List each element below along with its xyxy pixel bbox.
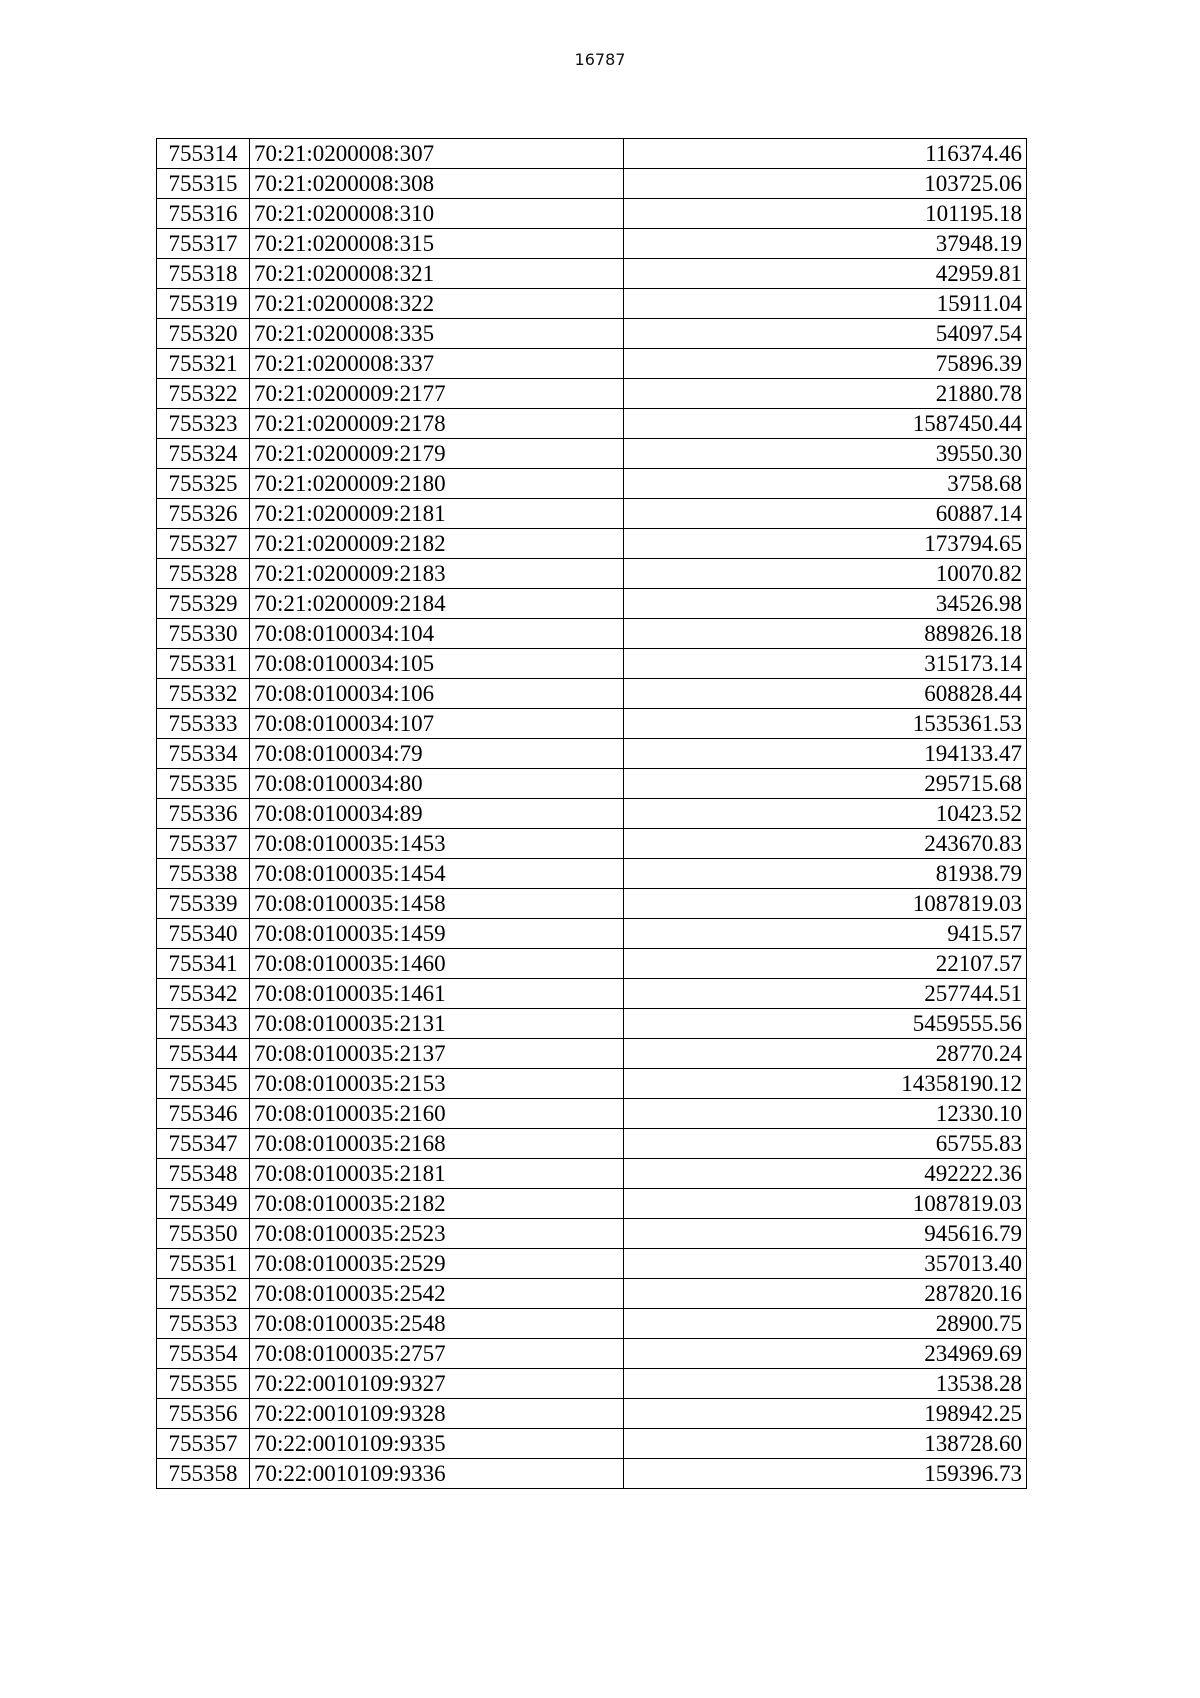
- table-row: [157, 289, 1027, 319]
- cadastral-number-cell: 70:08:0100035:2548: [250, 1309, 624, 1339]
- table-row: [157, 139, 1027, 169]
- cadastral-number-cell: 70:08:0100035:2168: [250, 1129, 624, 1159]
- row-number-cell: 755349: [157, 1189, 250, 1219]
- table-row: [157, 1009, 1027, 1039]
- cadastral-number-cell: 70:08:0100035:2131: [250, 1009, 624, 1039]
- cadastral-number-cell: 70:21:0200009:2184: [250, 589, 624, 619]
- table-row: [157, 1339, 1027, 1369]
- row-number-cell: 755331: [157, 649, 250, 679]
- value-cell: 101195.18: [624, 199, 1027, 229]
- value-cell: 492222.36: [624, 1159, 1027, 1189]
- value-cell: 1587450.44: [624, 409, 1027, 439]
- cadastral-number-cell: 70:08:0100035:2542: [250, 1279, 624, 1309]
- cadastral-number-cell: 70:08:0100035:2757: [250, 1339, 624, 1369]
- value-cell: 81938.79: [624, 859, 1027, 889]
- cadastral-number-cell: 70:08:0100035:1453: [250, 829, 624, 859]
- row-number-cell: 755322: [157, 379, 250, 409]
- cadastral-number-cell: 70:21:0200008:322: [250, 289, 624, 319]
- value-cell: 34526.98: [624, 589, 1027, 619]
- table-row: [157, 379, 1027, 409]
- row-number-cell: 755338: [157, 859, 250, 889]
- table-row: [157, 1309, 1027, 1339]
- table-row: [157, 1219, 1027, 1249]
- row-number-cell: 755323: [157, 409, 250, 439]
- cadastral-number-cell: 70:21:0200008:337: [250, 349, 624, 379]
- cadastral-number-cell: 70:22:0010109:9327: [250, 1369, 624, 1399]
- row-number-cell: 755337: [157, 829, 250, 859]
- value-cell: 138728.60: [624, 1429, 1027, 1459]
- row-number-cell: 755341: [157, 949, 250, 979]
- table-row: [157, 589, 1027, 619]
- row-number-cell: 755353: [157, 1309, 250, 1339]
- row-number-cell: 755352: [157, 1279, 250, 1309]
- value-cell: 357013.40: [624, 1249, 1027, 1279]
- row-number-cell: 755342: [157, 979, 250, 1009]
- page-number: 16787: [574, 50, 626, 69]
- value-cell: 15911.04: [624, 289, 1027, 319]
- table-row: [157, 469, 1027, 499]
- row-number-cell: 755351: [157, 1249, 250, 1279]
- value-cell: 5459555.56: [624, 1009, 1027, 1039]
- table-row: [157, 1159, 1027, 1189]
- row-number-cell: 755358: [157, 1459, 250, 1489]
- cadastral-number-cell: 70:21:0200009:2181: [250, 499, 624, 529]
- value-cell: 12330.10: [624, 1099, 1027, 1129]
- row-number-cell: 755343: [157, 1009, 250, 1039]
- row-number-cell: 755328: [157, 559, 250, 589]
- row-number-cell: 755347: [157, 1129, 250, 1159]
- value-cell: 234969.69: [624, 1339, 1027, 1369]
- cadastral-number-cell: 70:08:0100035:1461: [250, 979, 624, 1009]
- row-number-cell: 755336: [157, 799, 250, 829]
- cadastral-number-cell: 70:21:0200009:2183: [250, 559, 624, 589]
- table-row: [157, 559, 1027, 589]
- cadastral-number-cell: 70:21:0200009:2178: [250, 409, 624, 439]
- row-number-cell: 755334: [157, 739, 250, 769]
- cadastral-number-cell: 70:08:0100035:2137: [250, 1039, 624, 1069]
- table-row: [157, 799, 1027, 829]
- cadastral-number-cell: 70:21:0200009:2182: [250, 529, 624, 559]
- value-cell: 1535361.53: [624, 709, 1027, 739]
- value-cell: 37948.19: [624, 229, 1027, 259]
- table-row: [157, 259, 1027, 289]
- row-number-cell: 755318: [157, 259, 250, 289]
- table-row: [157, 739, 1027, 769]
- cadastral-number-cell: 70:21:0200008:315: [250, 229, 624, 259]
- row-number-cell: 755316: [157, 199, 250, 229]
- row-number-cell: 755314: [157, 139, 250, 169]
- cadastral-number-cell: 70:22:0010109:9328: [250, 1399, 624, 1429]
- cadastral-number-cell: 70:08:0100035:1460: [250, 949, 624, 979]
- row-number-cell: 755324: [157, 439, 250, 469]
- value-cell: 28770.24: [624, 1039, 1027, 1069]
- value-cell: 22107.57: [624, 949, 1027, 979]
- row-number-cell: 755344: [157, 1039, 250, 1069]
- cadastral-number-cell: 70:08:0100034:104: [250, 619, 624, 649]
- row-number-cell: 755357: [157, 1429, 250, 1459]
- cadastral-number-cell: 70:21:0200009:2177: [250, 379, 624, 409]
- table-row: [157, 1099, 1027, 1129]
- table-body: [157, 139, 1027, 1489]
- table-row: [157, 1459, 1027, 1489]
- cadastral-number-cell: 70:08:0100034:106: [250, 679, 624, 709]
- value-cell: 54097.54: [624, 319, 1027, 349]
- row-number-cell: 755325: [157, 469, 250, 499]
- value-cell: 889826.18: [624, 619, 1027, 649]
- row-number-cell: 755319: [157, 289, 250, 319]
- cadastral-number-cell: 70:08:0100034:80: [250, 769, 624, 799]
- row-number-cell: 755333: [157, 709, 250, 739]
- table-row: [157, 409, 1027, 439]
- row-number-cell: 755315: [157, 169, 250, 199]
- row-number-cell: 755326: [157, 499, 250, 529]
- table-row: [157, 889, 1027, 919]
- cadastral-number-cell: 70:21:0200008:321: [250, 259, 624, 289]
- value-cell: 9415.57: [624, 919, 1027, 949]
- table-row: [157, 1129, 1027, 1159]
- table-row: [157, 1399, 1027, 1429]
- value-cell: 116374.46: [624, 139, 1027, 169]
- row-number-cell: 755317: [157, 229, 250, 259]
- row-number-cell: 755340: [157, 919, 250, 949]
- value-cell: 295715.68: [624, 769, 1027, 799]
- table-row: [157, 1039, 1027, 1069]
- table-row: [157, 1369, 1027, 1399]
- cadastral-number-cell: 70:08:0100035:2160: [250, 1099, 624, 1129]
- row-number-cell: 755329: [157, 589, 250, 619]
- value-cell: 14358190.12: [624, 1069, 1027, 1099]
- table-row: [157, 499, 1027, 529]
- value-cell: 608828.44: [624, 679, 1027, 709]
- table-row: [157, 859, 1027, 889]
- cadastral-number-cell: 70:08:0100034:105: [250, 649, 624, 679]
- table-row: [157, 1069, 1027, 1099]
- table-row: [157, 529, 1027, 559]
- value-cell: 28900.75: [624, 1309, 1027, 1339]
- cadastral-number-cell: 70:21:0200008:307: [250, 139, 624, 169]
- cadastral-number-cell: 70:08:0100035:1458: [250, 889, 624, 919]
- row-number-cell: 755356: [157, 1399, 250, 1429]
- cadastral-number-cell: 70:22:0010109:9335: [250, 1429, 624, 1459]
- value-cell: 75896.39: [624, 349, 1027, 379]
- cadastral-number-cell: 70:08:0100034:107: [250, 709, 624, 739]
- table-row: [157, 349, 1027, 379]
- table-row: [157, 979, 1027, 1009]
- cadastral-number-cell: 70:08:0100035:2181: [250, 1159, 624, 1189]
- value-cell: 287820.16: [624, 1279, 1027, 1309]
- value-cell: 159396.73: [624, 1459, 1027, 1489]
- cadastral-number-cell: 70:21:0200009:2180: [250, 469, 624, 499]
- table-row: [157, 829, 1027, 859]
- value-cell: 1087819.03: [624, 1189, 1027, 1219]
- row-number-cell: 755354: [157, 1339, 250, 1369]
- cadastral-number-cell: 70:08:0100035:1454: [250, 859, 624, 889]
- row-number-cell: 755345: [157, 1069, 250, 1099]
- value-cell: 39550.30: [624, 439, 1027, 469]
- row-number-cell: 755350: [157, 1219, 250, 1249]
- row-number-cell: 755335: [157, 769, 250, 799]
- cadastral-number-cell: 70:08:0100035:2182: [250, 1189, 624, 1219]
- value-cell: 173794.65: [624, 529, 1027, 559]
- table-row: [157, 1249, 1027, 1279]
- row-number-cell: 755332: [157, 679, 250, 709]
- table-row: [157, 169, 1027, 199]
- table-row: [157, 769, 1027, 799]
- value-cell: 42959.81: [624, 259, 1027, 289]
- cadastral-number-cell: 70:21:0200008:308: [250, 169, 624, 199]
- table-row: [157, 229, 1027, 259]
- table-row: [157, 619, 1027, 649]
- value-cell: 1087819.03: [624, 889, 1027, 919]
- row-number-cell: 755330: [157, 619, 250, 649]
- table-row: [157, 439, 1027, 469]
- table-row: [157, 319, 1027, 349]
- value-cell: 103725.06: [624, 169, 1027, 199]
- value-cell: 3758.68: [624, 469, 1027, 499]
- value-cell: 60887.14: [624, 499, 1027, 529]
- cadastral-number-cell: 70:22:0010109:9336: [250, 1459, 624, 1489]
- cadastral-number-cell: 70:08:0100035:1459: [250, 919, 624, 949]
- row-number-cell: 755348: [157, 1159, 250, 1189]
- table-row: [157, 919, 1027, 949]
- table-row: [157, 949, 1027, 979]
- cadastral-number-cell: 70:21:0200008:310: [250, 199, 624, 229]
- value-cell: 243670.83: [624, 829, 1027, 859]
- table-row: [157, 1189, 1027, 1219]
- row-number-cell: 755339: [157, 889, 250, 919]
- value-cell: 194133.47: [624, 739, 1027, 769]
- value-cell: 10070.82: [624, 559, 1027, 589]
- row-number-cell: 755327: [157, 529, 250, 559]
- table-row: [157, 649, 1027, 679]
- cadastral-number-cell: 70:08:0100034:79: [250, 739, 624, 769]
- table-row: [157, 1279, 1027, 1309]
- value-cell: 65755.83: [624, 1129, 1027, 1159]
- cadastral-number-cell: 70:21:0200008:335: [250, 319, 624, 349]
- data-table: [156, 138, 1027, 1489]
- cadastral-number-cell: 70:08:0100034:89: [250, 799, 624, 829]
- value-cell: 257744.51: [624, 979, 1027, 1009]
- value-cell: 315173.14: [624, 649, 1027, 679]
- table-row: [157, 709, 1027, 739]
- value-cell: 13538.28: [624, 1369, 1027, 1399]
- cadastral-number-cell: 70:08:0100035:2153: [250, 1069, 624, 1099]
- row-number-cell: 755346: [157, 1099, 250, 1129]
- value-cell: 21880.78: [624, 379, 1027, 409]
- value-cell: 198942.25: [624, 1399, 1027, 1429]
- value-cell: 10423.52: [624, 799, 1027, 829]
- row-number-cell: 755355: [157, 1369, 250, 1399]
- table-row: [157, 199, 1027, 229]
- table-row: [157, 679, 1027, 709]
- cadastral-number-cell: 70:08:0100035:2523: [250, 1219, 624, 1249]
- cadastral-number-cell: 70:21:0200009:2179: [250, 439, 624, 469]
- value-cell: 945616.79: [624, 1219, 1027, 1249]
- row-number-cell: 755320: [157, 319, 250, 349]
- table-row: [157, 1429, 1027, 1459]
- cadastral-number-cell: 70:08:0100035:2529: [250, 1249, 624, 1279]
- row-number-cell: 755321: [157, 349, 250, 379]
